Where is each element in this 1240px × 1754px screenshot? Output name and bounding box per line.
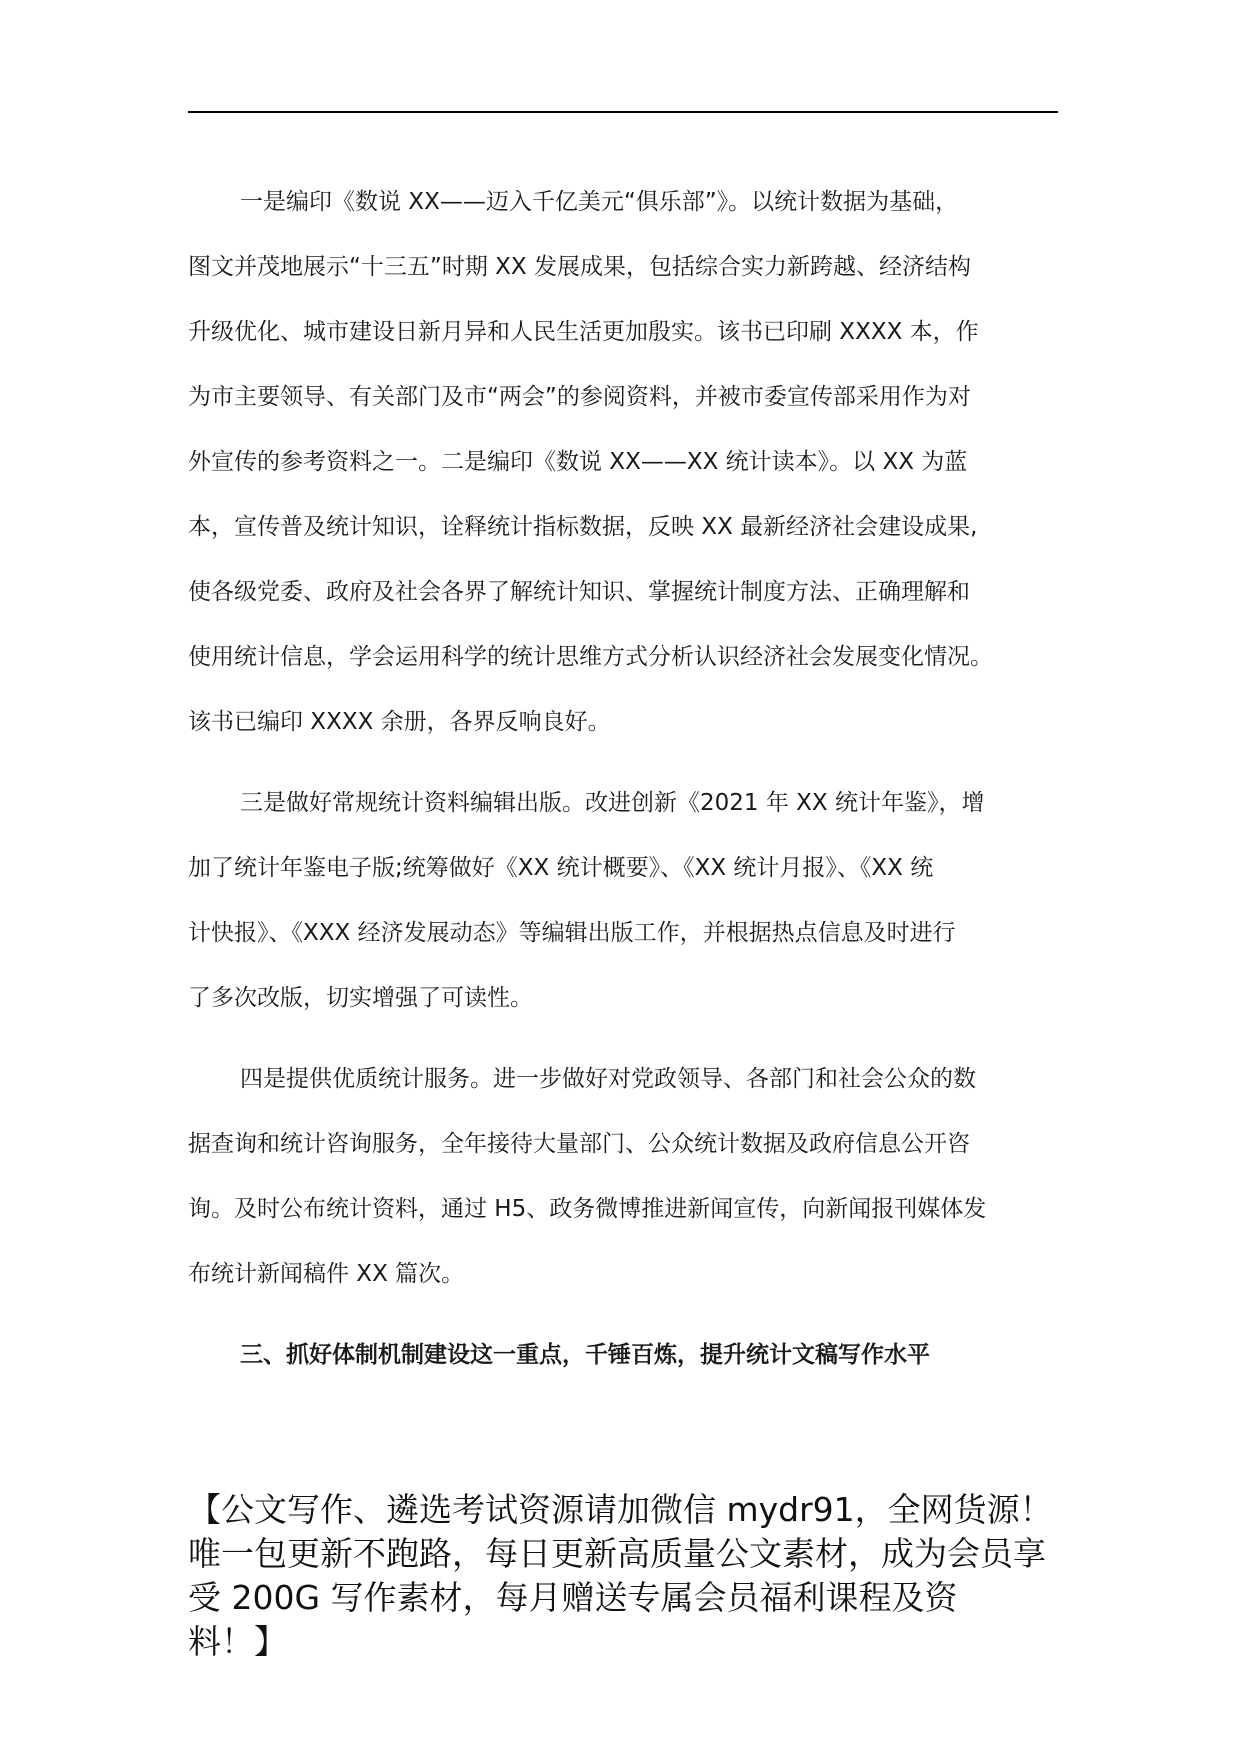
paragraph-line: 了多次改版，切实增强了可读性。 bbox=[188, 985, 533, 1011]
paragraph-line: 图文并茂地展示“十三五”时期 XX 发展成果，包括综合实力新跨越、经济结构 bbox=[188, 254, 971, 280]
paragraph-line: 该书已编印 XXXX 余册，各界反响良好。 bbox=[188, 709, 611, 735]
promo-notice bbox=[188, 1488, 1088, 1664]
paragraph-line: 计快报》、《XXX 经济发展动态》等编辑出版工作，并根据热点信息及时进行 bbox=[188, 920, 956, 946]
paragraph-2 bbox=[188, 771, 1058, 1031]
paragraph-line: 三是做好常规统计资料编辑出版。改进创新《2021 年 XX 统计年鉴》，增 bbox=[240, 790, 985, 816]
promo-line: 唯一包更新不跑路，每日更新高质量公文素材，成为会员享 bbox=[188, 1534, 1046, 1573]
paragraph-line: 四是提供优质统计服务。进一步做好对党政领导、各部门和社会公众的数 bbox=[240, 1066, 976, 1092]
paragraph-line: 使用统计信息，学会运用科学的统计思维方式分析认识经济社会发展变化情况。 bbox=[188, 644, 993, 670]
paragraph-line: 加了统计年鉴电子版;统筹做好《XX 统计概要》、《XX 统计月报》、《XX 统 bbox=[188, 855, 934, 881]
paragraph-1 bbox=[188, 170, 1058, 755]
paragraph-line: 为市主要领导、有关部门及市“两会”的参阅资料，并被市委宣传部采用作为对 bbox=[188, 384, 971, 410]
promo-line: 受 200G 写作素材，每月赠送专属会员福利课程及资 bbox=[188, 1578, 958, 1617]
paragraph-line: 使各级党委、政府及社会各界了解统计知识、掌握统计制度方法、正确理解和 bbox=[188, 579, 970, 605]
paragraph-line: 一是编印《数说 XX——迈入千亿美元“俱乐部”》。以统计数据为基础， bbox=[240, 189, 959, 215]
paragraph-line: 询。及时公布统计资料，通过 H5、政务微博推进新闻宣传，向新闻报刊媒体发 bbox=[188, 1196, 987, 1222]
paragraph-line: 布统计新闻稿件 XX 篇次。 bbox=[188, 1261, 465, 1287]
paragraph-line: 据查询和统计咨询服务，全年接待大量部门、公众统计数据及政府信息公开咨 bbox=[188, 1131, 970, 1157]
paragraph-line: 升级优化、城市建设日新月异和人民生活更加殷实。该书已印刷 XXXX 本，作 bbox=[188, 319, 979, 345]
header-rule bbox=[188, 111, 1058, 113]
promo-line: 料！】 bbox=[188, 1622, 287, 1661]
paragraph-3 bbox=[188, 1047, 1058, 1307]
promo-line: 【公文写作、遴选考试资源请加微信 mydr91，全网货源！ bbox=[188, 1490, 1053, 1529]
paragraph-line: 外宣传的参考资料之一。二是编印《数说 XX——XX 统计读本》。以 XX 为蓝 bbox=[188, 449, 968, 475]
section-heading: 三、抓好体制机制建设这一重点，千锤百炼，提升统计文稿写作水平 bbox=[240, 1342, 930, 1368]
document-body bbox=[188, 170, 1058, 1388]
paragraph-line: 本，宣传普及统计知识，诠释统计指标数据，反映 XX 最新经济社会建设成果, bbox=[188, 514, 978, 540]
